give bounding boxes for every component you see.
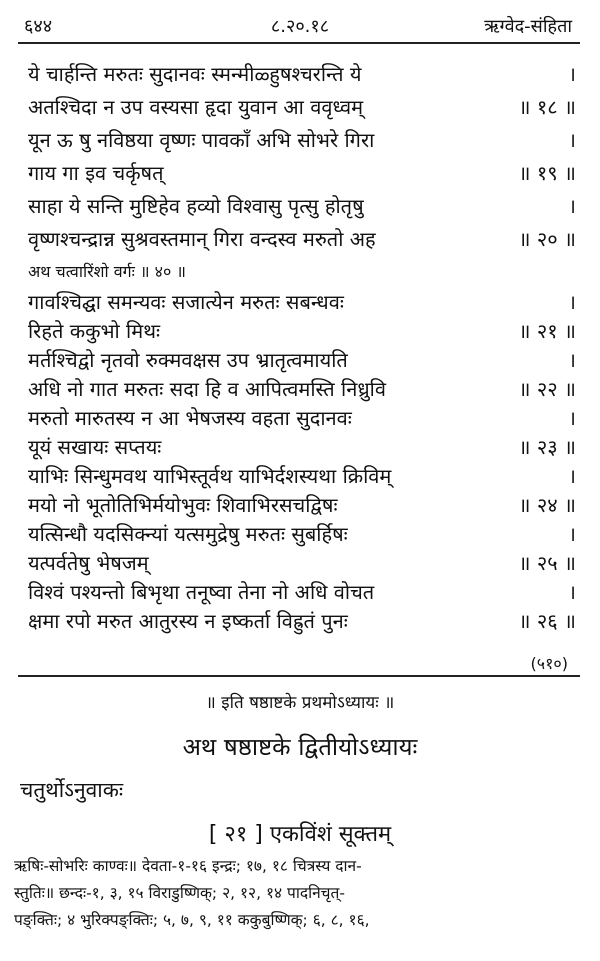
section-rule (18, 675, 580, 677)
verse-number: ॥ १८ ॥ (518, 95, 576, 119)
verse-line (28, 375, 576, 407)
chapter-end-colophon: ॥ इति षष्ठाष्टके प्रथमोऽध्यायः ॥ (205, 693, 395, 713)
verse-reference: ८.२०.१८ (270, 16, 330, 37)
verse-line (28, 192, 576, 224)
verse-line (28, 317, 576, 349)
verse-line (28, 288, 576, 320)
verse-number: ॥ २२ ॥ (518, 377, 576, 401)
verse-text: मर्तश्चिद्वो नृतवो रुक्मवक्षस उप भ्रातृत्वमायति (28, 348, 348, 372)
verse-text: गावश्चिद्घा समन्यवः सजात्येन मरुतः सबन्धवः (28, 290, 344, 314)
verse-text: यूयं सखायः सप्तयः (28, 435, 162, 459)
verse-number: ॥ २४ ॥ (518, 493, 576, 517)
header-rule (18, 42, 580, 44)
verse-line (28, 607, 576, 639)
anuvaka-heading: चतुर्थोऽनुवाकः (20, 778, 124, 802)
verse-number: । (568, 194, 576, 218)
page-header (0, 0, 600, 46)
verse-line (28, 225, 576, 257)
verse-text: रिहते ककुभो मिथः (28, 319, 161, 343)
verse-text: यत्सिन्धौ यदसिक्न्यां यत्समुद्रेषु मरुतः सुबर्हिषः (28, 522, 348, 546)
book-title: ऋग्वेद-संहिता (484, 16, 572, 37)
verse-number: ॥ २० ॥ (518, 227, 576, 251)
verse-text: साहा ये सन्ति मुष्टिहेव हव्यो विश्वासु पृत्सु होतृषु (28, 194, 364, 218)
verse-line (28, 462, 576, 494)
verse-text: मरुतो मारुतस्य न आ भेषजस्य वहता सुदानवः (28, 406, 352, 430)
verse-line (28, 549, 576, 581)
verse-text: अधि नो गात मरुतः सदा हि व आपित्वमस्ति निध्रुवि (28, 377, 386, 401)
verse-line (28, 126, 576, 158)
verse-line (28, 60, 576, 92)
rishi-devata-line: ऋषिः-सोभरिः काण्वः॥ देवता-१-१६ इन्द्रः; १७, १८ चित्रस्य दान- (14, 857, 362, 875)
verse-number: । (568, 406, 576, 430)
verse-number: । (568, 348, 576, 372)
verse-number: । (568, 522, 576, 546)
verse-line (28, 159, 576, 191)
verse-count: (५१०) (530, 654, 568, 673)
verse-text: याभिः सिन्धुमवथ याभिस्तूर्वथ याभिर्दशस्यथा क्रिविम् (28, 464, 392, 488)
verse-number: ॥ २३ ॥ (518, 435, 576, 459)
verse-text: यून ऊ षु नविष्ठया वृष्णः पावकाँ अभि सोभरे गिरा (28, 128, 375, 152)
verse-text: अतश्चिदा न उप वस्यसा हृदा युवान आ ववृध्वम् (28, 95, 364, 119)
verse-number: । (568, 464, 576, 488)
verse-text: वृष्णश्चन्द्रान्न सुश्रवस्तमान् गिरा वन्दस्व मरुतो अह (28, 227, 376, 251)
verse-number: ॥ २५ ॥ (518, 551, 576, 575)
rishi-devata-line: पङ्क्तिः; ४ भुरिक्पङ्क्तिः; ५, ७, ९, ११ ककुबुष्णिक्; ६, ८, १६, (14, 911, 370, 929)
verse-number: । (568, 290, 576, 314)
verse-line (28, 433, 576, 465)
sukta-heading: [ २१ ] एकविंशं सूक्तम् (208, 822, 392, 847)
verse-text: ये चार्हन्ति मरुतः सुदानवः स्मन्मीळ्हुषश्चरन्ति ये (28, 62, 362, 86)
rishi-devata-line: स्तुतिः॥ छन्दः-१, ३, १५ विराडुष्णिक्; २, १२, १४ पादनिचृत्- (14, 884, 345, 902)
verse-text: क्षमा रपो मरुत आतुरस्य न इष्कर्ता विह्रुतं पुनः (28, 609, 348, 633)
verse-line (28, 346, 576, 378)
verse-number: ॥ २१ ॥ (518, 319, 576, 343)
verse-line (28, 520, 576, 552)
verse-line (28, 404, 576, 436)
verse-number: । (568, 62, 576, 86)
verse-number: । (568, 580, 576, 604)
varga-heading: अथ चत्वारिंशो वर्गः ॥ ४० ॥ (28, 262, 186, 281)
verse-line (28, 491, 576, 523)
verse-text: मयो नो भूतोतिभिर्मयोभुवः शिवाभिरसचद्विषः (28, 493, 338, 517)
verse-text: गाय गा इव चर्कृषत् (28, 161, 164, 185)
verse-number: । (568, 128, 576, 152)
page-number: ६४४ (24, 16, 53, 37)
verse-number: ॥ २६ ॥ (518, 609, 576, 633)
verse-line (28, 578, 576, 610)
verse-text: यत्पर्वतेषु भेषजम् (28, 551, 149, 575)
verse-number: ॥ १९ ॥ (518, 161, 576, 185)
verse-line (28, 93, 576, 125)
verse-text: विश्वं पश्यन्तो बिभृथा तनूष्वा तेना नो अधि वोचत (28, 580, 375, 604)
chapter-start-heading: अथ षष्ठाष्टके द्वितीयोऽध्यायः (182, 733, 418, 761)
